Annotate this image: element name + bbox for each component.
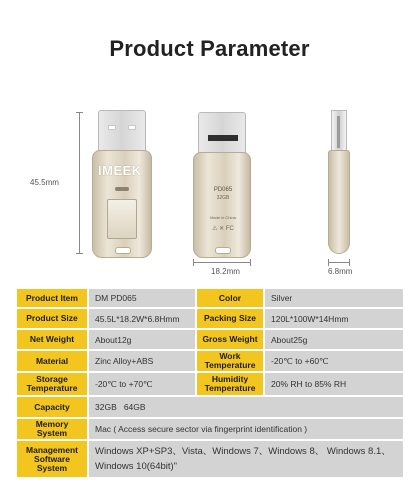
table-row <box>16 350 404 372</box>
usb-connector <box>198 112 246 154</box>
spec-value: 45.5L*18.2W*6.8Hmm <box>88 308 196 329</box>
depth-dimension-label: 6.8mm <box>328 267 353 276</box>
spec-label: Storage Temperature <box>16 372 88 396</box>
usb-connector <box>98 110 146 152</box>
spec-label: Capacity <box>16 396 88 418</box>
table-row <box>16 372 404 396</box>
spec-label: Memory System <box>16 418 88 440</box>
drive-body <box>92 150 152 258</box>
table-row <box>16 440 404 478</box>
spec-table <box>15 287 405 479</box>
height-dimension-tick-top <box>76 112 83 113</box>
fingerprint-sensor <box>107 199 137 239</box>
spec-value: Mac ( Access secure sector via fingerprint identification ) <box>88 418 404 440</box>
usb-slot <box>108 125 116 130</box>
table-row <box>16 308 404 329</box>
depth-dimension-tick-right <box>349 259 350 266</box>
origin-mark: Made in China <box>210 215 236 220</box>
usb-connector-stripe <box>337 116 340 148</box>
depth-dimension-line <box>328 262 350 263</box>
table-row <box>16 329 404 350</box>
height-dimension-label: 45.5mm <box>30 178 59 187</box>
width-dimension-line <box>193 262 251 263</box>
capacity-mark: 32GB <box>216 195 230 201</box>
spec-value: 32GB 64GB <box>88 396 404 418</box>
spec-label: Material <box>16 350 88 372</box>
spec-value: -20℃ to +60℃ <box>264 350 404 372</box>
usb-slot <box>128 125 136 130</box>
keyring-slot <box>215 247 231 254</box>
spec-label: Net Weight <box>16 329 88 350</box>
width-dimension-tick-left <box>193 259 194 266</box>
spec-value: 120L*100W*14Hmm <box>264 308 404 329</box>
table-row <box>16 418 404 440</box>
drive-side-view <box>328 110 350 260</box>
spec-label: Humidity Temperature <box>196 372 264 396</box>
depth-dimension-tick-left <box>328 259 329 266</box>
drive-front-view <box>92 110 152 258</box>
table-row <box>16 288 404 308</box>
spec-label: Product Item <box>16 288 88 308</box>
width-dimension-tick-right <box>250 259 251 266</box>
spec-label: Color <box>196 288 264 308</box>
width-dimension-label: 18.2mm <box>211 267 240 276</box>
spec-value: DM PD065 <box>88 288 196 308</box>
drive-body-side <box>328 150 350 254</box>
spec-label: Product Size <box>16 308 88 329</box>
usb-tongue <box>208 135 238 141</box>
keyring-slot <box>115 247 131 254</box>
height-dimension-line <box>79 112 80 254</box>
spec-label: Work Temperature <box>196 350 264 372</box>
certification-marks: ⚠ ✕ FC <box>212 226 234 232</box>
status-led <box>115 187 129 191</box>
spec-label: Gross Weight <box>196 329 264 350</box>
spec-value: Zinc Alloy+ABS <box>88 350 196 372</box>
height-dimension-tick-bottom <box>76 253 83 254</box>
spec-value: 20% RH to 85% RH <box>264 372 404 396</box>
page-title: Product Parameter <box>109 36 310 61</box>
drive-back-view <box>193 112 251 258</box>
brand-logo: IMEEK <box>98 163 142 178</box>
spec-label: Packing Size <box>196 308 264 329</box>
drive-body <box>193 152 251 258</box>
table-row <box>16 396 404 418</box>
spec-label: Management Software System <box>16 440 88 478</box>
spec-value: About25g <box>264 329 404 350</box>
spec-value: Silver <box>264 288 404 308</box>
model-mark: PD065 <box>213 187 233 193</box>
spec-value: -20℃ to +70℃ <box>88 372 196 396</box>
spec-value: About12g <box>88 329 196 350</box>
spec-value: Windows XP+SP3、Vista、Windows 7、Windows 8、 Windows 8.1、Windows 10(64bit)" <box>88 440 404 478</box>
